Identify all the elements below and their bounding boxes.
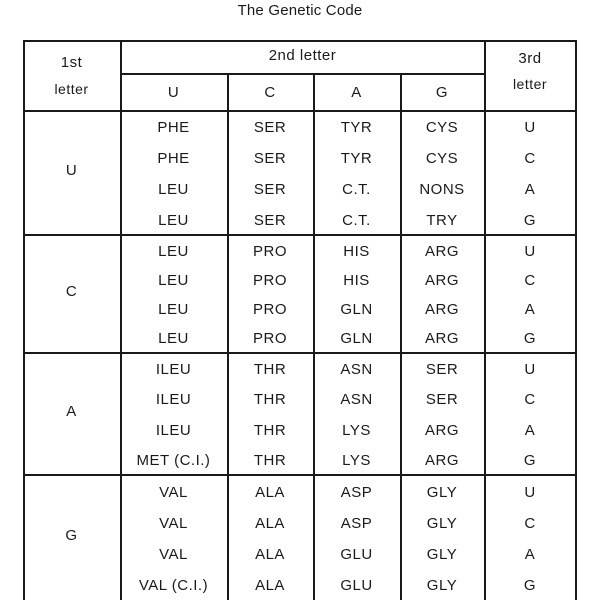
header-second-letter: 2nd letter xyxy=(268,47,337,64)
header-third-letter: 3rd xyxy=(518,50,542,67)
cell-second-g: GLY xyxy=(426,514,458,532)
genetic-code-table xyxy=(23,40,576,600)
cell-second-c: THR xyxy=(253,391,287,409)
header-second-c: C xyxy=(264,84,276,101)
group-divider-1 xyxy=(23,234,576,236)
cell-second-g: SER xyxy=(425,391,459,409)
cell-second-g: ARG xyxy=(424,242,459,260)
cell-second-a: TYR xyxy=(340,150,373,168)
cell-second-g: ARG xyxy=(424,421,459,439)
group-first-letter: C xyxy=(65,282,78,300)
subheader-divider xyxy=(120,73,485,75)
cell-second-c: PRO xyxy=(252,330,287,348)
cell-second-u: LEU xyxy=(158,180,189,198)
cell-second-a: GLU xyxy=(340,577,373,595)
group-first-letter: A xyxy=(66,402,77,420)
cell-third-letter: C xyxy=(524,514,536,532)
cell-second-g: GLY xyxy=(426,546,458,564)
cell-second-u: VAL xyxy=(159,514,188,532)
cell-second-a: ASN xyxy=(340,361,373,379)
cell-second-a: TYR xyxy=(340,119,373,137)
cell-second-g: CYS xyxy=(425,150,459,168)
cell-second-c: ALA xyxy=(255,514,285,532)
cell-third-letter: A xyxy=(524,546,536,564)
cell-second-g: ARG xyxy=(424,330,459,348)
cell-third-letter: U xyxy=(524,483,536,501)
cell-second-g: GLY xyxy=(426,483,458,501)
cell-second-a: C.T. xyxy=(342,211,371,229)
header-second-g: G xyxy=(435,84,449,101)
cell-second-u: LEU xyxy=(158,330,189,348)
cell-second-c: SER xyxy=(253,211,287,229)
cell-second-a: ASN xyxy=(340,391,373,409)
cell-second-u: ILEU xyxy=(155,391,192,409)
group-divider-2 xyxy=(23,352,576,354)
table-border-left xyxy=(23,40,25,600)
cell-second-u: LEU xyxy=(158,211,189,229)
cell-second-a: GLN xyxy=(340,330,373,348)
cell-second-g: ARG xyxy=(424,451,459,469)
page-title: The Genetic Code xyxy=(237,2,363,19)
cell-second-u: PHE xyxy=(157,119,190,137)
cell-third-letter: A xyxy=(524,301,536,319)
header-first-letter-sub: letter xyxy=(54,81,89,97)
cell-second-c: THR xyxy=(253,451,287,469)
cell-third-letter: C xyxy=(524,271,536,289)
cell-second-c: SER xyxy=(253,180,287,198)
cell-second-u: ILEU xyxy=(155,361,192,379)
cell-second-c: THR xyxy=(253,421,287,439)
cell-second-c: ALA xyxy=(255,577,285,595)
cell-second-g: ARG xyxy=(424,271,459,289)
cell-second-g: SER xyxy=(425,361,459,379)
group-first-letter: G xyxy=(65,526,78,544)
cell-second-a: GLN xyxy=(340,301,373,319)
cell-second-a: LYS xyxy=(342,421,371,439)
cell-second-a: LYS xyxy=(342,451,371,469)
cell-second-g: ARG xyxy=(424,301,459,319)
cell-third-letter: G xyxy=(523,330,537,348)
header-divider xyxy=(23,110,576,112)
group-divider-3 xyxy=(23,474,576,476)
cell-second-c: PRO xyxy=(252,301,287,319)
cell-second-u: MET (C.I.) xyxy=(136,451,211,469)
header-third-letter-sub: letter xyxy=(512,76,548,92)
cell-second-u: LEU xyxy=(158,271,189,289)
cell-second-c: ALA xyxy=(255,546,285,564)
cell-second-g: CYS xyxy=(425,119,459,137)
cell-third-letter: U xyxy=(524,361,536,379)
cell-third-letter: C xyxy=(524,391,536,409)
cell-second-a: ASP xyxy=(340,483,373,501)
group-first-letter: U xyxy=(65,161,78,179)
cell-second-c: THR xyxy=(253,361,287,379)
cell-third-letter: U xyxy=(524,242,536,260)
cell-third-letter: A xyxy=(524,180,536,198)
cell-third-letter: A xyxy=(524,421,536,439)
header-second-u: U xyxy=(167,84,180,101)
cell-second-u: VAL xyxy=(159,546,188,564)
cell-second-c: ALA xyxy=(255,483,285,501)
cell-second-g: GLY xyxy=(426,577,458,595)
cell-second-u: VAL xyxy=(159,483,188,501)
cell-third-letter: G xyxy=(523,451,537,469)
cell-second-a: HIS xyxy=(343,242,370,260)
cell-second-a: HIS xyxy=(343,271,370,289)
cell-second-g: NONS xyxy=(419,180,465,198)
cell-second-a: C.T. xyxy=(342,180,371,198)
header-second-a: A xyxy=(351,84,362,101)
cell-second-g: TRY xyxy=(426,211,458,229)
cell-third-letter: G xyxy=(523,211,537,229)
cell-second-u: LEU xyxy=(158,242,189,260)
cell-second-c: PRO xyxy=(252,271,287,289)
cell-third-letter: U xyxy=(524,119,536,137)
cell-third-letter: G xyxy=(523,577,537,595)
table-border-top xyxy=(23,40,576,42)
cell-third-letter: C xyxy=(524,150,536,168)
cell-second-u: LEU xyxy=(158,301,189,319)
cell-second-u: VAL (C.I.) xyxy=(138,577,209,595)
cell-second-a: ASP xyxy=(340,514,373,532)
cell-second-u: PHE xyxy=(157,150,190,168)
cell-second-c: SER xyxy=(253,150,287,168)
header-first-letter: 1st xyxy=(60,54,83,71)
cell-second-a: GLU xyxy=(340,546,373,564)
cell-second-c: PRO xyxy=(252,242,287,260)
cell-second-u: ILEU xyxy=(155,421,192,439)
cell-second-c: SER xyxy=(253,119,287,137)
